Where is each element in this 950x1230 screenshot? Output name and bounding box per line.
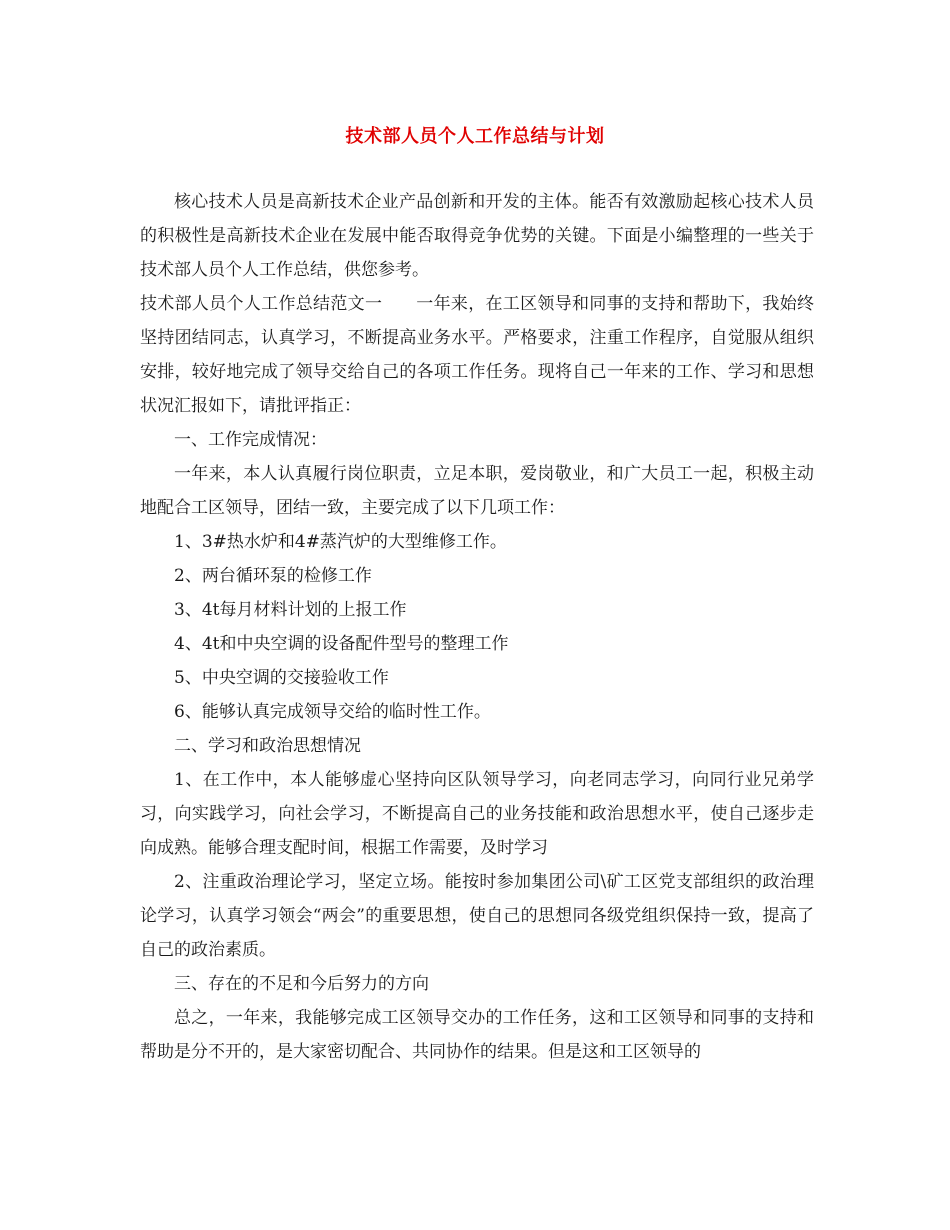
section2-heading: 二、学习和政治思想情况 xyxy=(174,736,361,756)
task-item-1: 1、3#热水炉和4#蒸汽炉的大型维修工作。 xyxy=(174,532,507,552)
section1-intro: 一年来，本人认真履行岗位职责，立足本职，爱岗敬业，和广大员工一起，积极主动地配合工区领导，团结一致，主要完成了以下几项工作： xyxy=(140,464,814,518)
document-title: 技术部人员个人工作总结与计划 xyxy=(345,126,605,147)
task-item-4: 4、4t和中央空调的设备配件型号的整理工作 xyxy=(174,634,509,654)
task-item-3: 3、4t每月材料计划的上报工作 xyxy=(174,600,407,620)
task-item-6: 6、能够认真完成领导交给的临时性工作。 xyxy=(174,702,491,722)
sample-paragraph xyxy=(140,287,814,423)
task-item-5: 5、中央空调的交接验收工作 xyxy=(174,668,389,688)
section3-paragraph-1: 总之，一年来，我能够完成工区领导交办的工作任务，这和工区领导和同事的支持和帮助是分不开的，是大家密切配合、共同协作的结果。但是这和工区领导的 xyxy=(140,1008,814,1062)
document-body xyxy=(140,185,814,1069)
sample-opening: 一年来，在工区领导和同事的支持和帮助下，我始终坚持团结同志，认真学习，不断提高业务水平。严格要求，注重工作程序，自觉服从组织安排，较好地完成了领导交给自己的各项工作任务。现将自己一年来的工作、学习和思想状况汇报如下，请批评指正： xyxy=(140,294,815,416)
section3-heading: 三、存在的不足和今后努力的方向 xyxy=(174,974,429,994)
section2-paragraph-1: 1、在工作中，本人能够虚心坚持向区队领导学习，向老同志学习，向同行业兄弟学习，向实践学习，向社会学习，不断提高自己的业务技能和政治思想水平，使自己逐步走向成熟。能够合理支配时间，根据工作需要，及时学习 xyxy=(140,770,814,858)
intro-paragraph: 核心技术人员是高新技术企业产品创新和开发的主体。能否有效激励起核心技术人员的积极性是高新技术企业在发展中能否取得竞争优势的关键。下面是小编整理的一些关于技术部人员个人工作总结，供您参考。 xyxy=(140,192,814,280)
task-item-2: 2、两台循环泵的检修工作 xyxy=(174,566,372,586)
section1-heading: 一、工作完成情况： xyxy=(174,430,327,450)
sample-heading: 技术部人员个人工作总结范文一 xyxy=(140,294,383,314)
section2-paragraph-2: 2、注重政治理论学习，坚定立场。能按时参加集团公司\矿工区党支部组织的政治理论学习，认真学习领会“两会”的重要思想，使自己的思想同各级党组织保持一致，提高了自己的政治素质。 xyxy=(140,872,814,960)
